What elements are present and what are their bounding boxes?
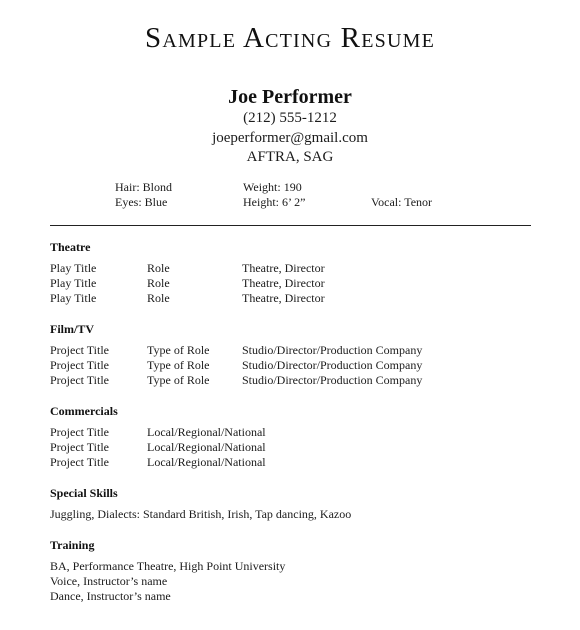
credit-title: Project Title bbox=[50, 343, 110, 357]
union-affiliations: AFTRA, SAG bbox=[246, 149, 334, 165]
credit-studio: Studio/Director/Production Company bbox=[242, 373, 423, 387]
phone-number: (212) 555-1212 bbox=[243, 110, 337, 126]
section-heading-theatre: Theatre bbox=[50, 240, 91, 254]
document-title: Sample Acting Resume bbox=[145, 22, 435, 54]
table-row bbox=[50, 440, 530, 455]
list-item: BA, Performance Theatre, High Point University bbox=[50, 559, 286, 573]
stat-hair: Hair: Blond bbox=[115, 180, 172, 194]
stat-height: Height: 6’ 2” bbox=[243, 195, 306, 209]
section-commercials bbox=[50, 404, 530, 470]
contact-header bbox=[0, 85, 580, 168]
credit-venue: Theatre, Director bbox=[242, 261, 325, 275]
section-training bbox=[50, 538, 530, 604]
stat-vocal: Vocal: Tenor bbox=[371, 195, 433, 209]
table-row bbox=[50, 455, 530, 470]
section-heading-special-skills: Special Skills bbox=[50, 486, 118, 500]
credit-role: Role bbox=[147, 261, 170, 275]
table-row bbox=[50, 425, 530, 440]
credit-title: Project Title bbox=[50, 455, 110, 469]
section-theatre bbox=[50, 240, 530, 306]
credit-market: Local/Regional/National bbox=[147, 455, 266, 469]
section-film-tv bbox=[50, 322, 530, 388]
credit-title: Project Title bbox=[50, 373, 110, 387]
credit-market: Local/Regional/National bbox=[147, 440, 266, 454]
credit-title: Project Title bbox=[50, 440, 110, 454]
section-heading-commercials: Commercials bbox=[50, 404, 118, 418]
section-special-skills bbox=[50, 486, 530, 522]
table-row bbox=[50, 291, 530, 306]
credit-role: Role bbox=[147, 291, 170, 305]
table-row bbox=[50, 373, 530, 388]
credit-title: Play Title bbox=[50, 261, 97, 275]
credit-venue: Theatre, Director bbox=[242, 276, 325, 290]
table-row bbox=[50, 343, 530, 358]
table-row bbox=[50, 276, 530, 291]
list-item: Dance, Instructor’s name bbox=[50, 589, 171, 603]
special-skills-text: Juggling, Dialects: Standard British, Irish, Tap dancing, Kazoo bbox=[50, 507, 352, 521]
credit-venue: Theatre, Director bbox=[242, 291, 325, 305]
credit-role: Type of Role bbox=[147, 358, 210, 372]
email-address: joeperformer@gmail.com bbox=[212, 129, 368, 146]
table-row bbox=[50, 261, 530, 276]
credit-title: Project Title bbox=[50, 425, 110, 439]
credit-title: Play Title bbox=[50, 291, 97, 305]
credit-studio: Studio/Director/Production Company bbox=[242, 358, 423, 372]
list-item: Voice, Instructor’s name bbox=[50, 574, 168, 588]
performer-name: Joe Performer bbox=[228, 86, 352, 108]
credit-role: Type of Role bbox=[147, 343, 210, 357]
credit-role: Role bbox=[147, 276, 170, 290]
section-heading-film-tv: Film/TV bbox=[50, 322, 94, 336]
credit-title: Play Title bbox=[50, 276, 97, 290]
section-heading-training: Training bbox=[50, 538, 95, 552]
stat-weight: Weight: 190 bbox=[243, 180, 302, 194]
credit-studio: Studio/Director/Production Company bbox=[242, 343, 423, 357]
stat-eyes: Eyes: Blue bbox=[115, 195, 168, 209]
credit-role: Type of Role bbox=[147, 373, 210, 387]
section-divider bbox=[50, 225, 531, 226]
credit-market: Local/Regional/National bbox=[147, 425, 266, 439]
table-row bbox=[50, 358, 530, 373]
credit-title: Project Title bbox=[50, 358, 110, 372]
